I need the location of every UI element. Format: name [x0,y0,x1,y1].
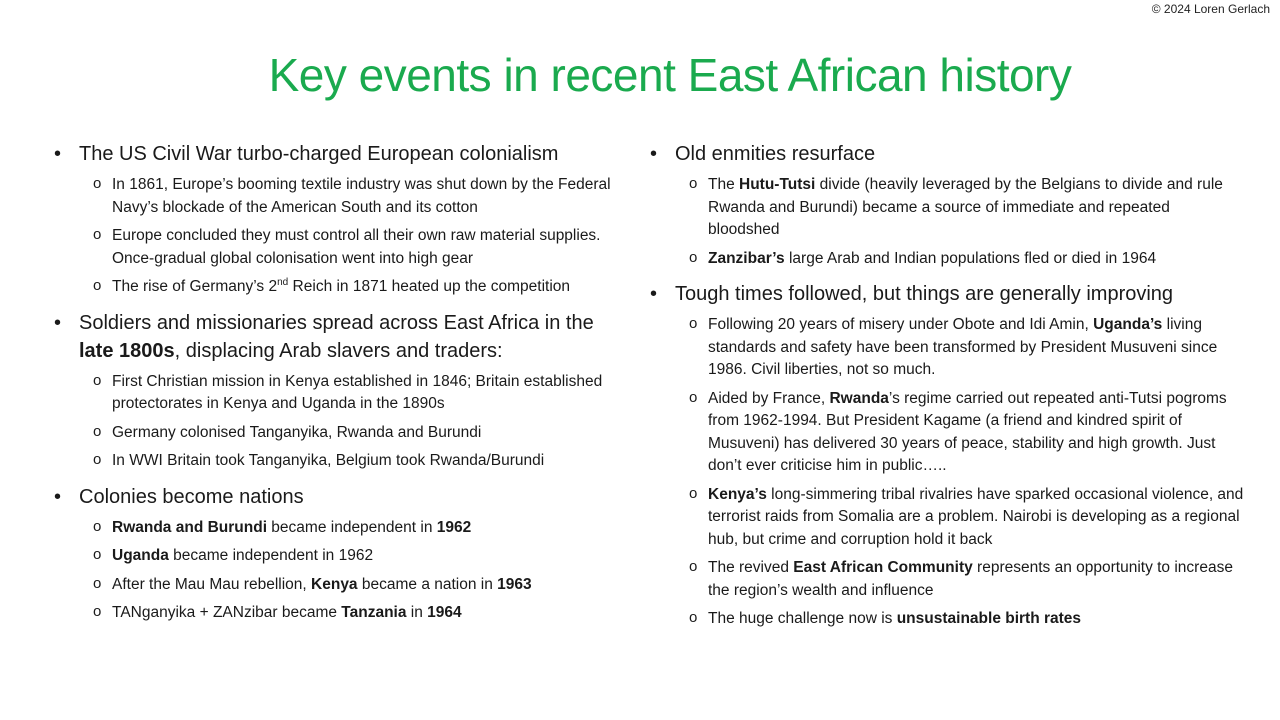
slide-title: Key events in recent East African history [268,49,1072,101]
bold-text: 1962 [436,518,472,536]
bullet-section [52,140,632,299]
text-run: , displacing Arab slavers and traders: [174,339,503,362]
text-run: became independent in 1962 [168,547,374,564]
sub-bullet-list [52,517,632,625]
bullet-heading [52,140,632,168]
sub-bullet-item [648,248,1248,271]
text-run: Reich in 1871 heated up the competition [288,278,571,295]
sub-bullet-list [648,314,1248,631]
text-run: represents an opportunity to increase the region’s wealth and influence [708,559,1233,599]
text-run: In WWI Britain took Tanganyika, Belgium took Rwanda/Burundi [112,452,545,469]
bold-text: Hutu-Tutsi [739,176,816,193]
text-run: Europe concluded they must control all their own raw material supplies. Once-gradual global colonisation went into high gear [112,227,601,267]
text-run: Aided by France, [708,389,830,407]
sub-bullet-item [648,608,1248,631]
text-run: became independent in [267,518,437,536]
bold-text: 1963 [497,575,532,593]
bold-text: late 1800s [79,339,175,362]
copyright-notice: © 2024 Loren Gerlach [1151,2,1270,16]
sub-bullet-item [648,484,1248,552]
sub-bullet-list [52,371,632,473]
text-run: In 1861, Europe’s booming textile industry was shut down by the Federal Navy’s blockade of the American South and its cotton [112,176,611,216]
bullet-section [52,483,632,625]
sub-bullet-item [648,388,1248,478]
sub-bullet-item [648,314,1248,382]
text-run: Germany colonised Tanganyika, Rwanda and Burundi [112,423,482,441]
text-run: Colonies become nations [79,485,304,508]
text-run: large Arab and Indian populations fled or died in 1964 [784,249,1157,267]
bold-text: Zanzibar’s [708,249,785,267]
bold-text: Kenya’s [708,485,767,503]
bullet-section [648,280,1248,631]
text-run: Old enmities resurface [675,143,876,165]
sub-bullet-item [52,174,632,219]
text-run: Soldiers and missionaries spread across East Africa in the [79,311,594,334]
text-run: TANganyika + ZANzibar became [112,604,342,621]
bold-text: Tanzania [341,604,407,621]
bold-text: Rwanda and Burundi [112,518,267,536]
superscript-text: nd [277,276,289,288]
sub-bullet-item [648,557,1248,602]
sub-bullet-item [52,517,632,540]
text-run: The huge challenge now is [708,610,897,627]
bullet-heading [52,309,632,365]
sub-bullet-item [52,371,632,416]
text-run: After the Mau Mau rebellion, [112,575,312,593]
text-run: First Christian mission in Kenya established in 1846; Britain established protectorates in Kenya and Uganda in the 1890s [112,372,603,412]
bold-text: Rwanda [829,389,889,407]
bold-text: East African Community [793,559,973,576]
text-run: The rise of Germany’s 2 [112,278,278,295]
bullet-heading [52,483,632,511]
bullet-heading [648,280,1248,308]
bold-text: Uganda [112,547,169,564]
text-run: ’s regime carried out repeated anti-Tutsi pogroms from 1962-1994. But President Kagame (a friend and kindred spirit of Musuveni) has delivered 30 years of peace, stability and high growth. Just don’t ever criticise him in public….. [708,389,1227,474]
sub-bullet-item [52,545,632,568]
text-run: became a nation in [357,575,498,593]
text-run: The US Civil War turbo-charged European colonialism [79,143,559,165]
bullet-section [52,309,632,473]
sub-bullet-item [648,174,1248,242]
left-column [52,140,632,635]
text-run: Following 20 years of misery under Obote and Idi Amin, [708,316,1094,333]
text-run: living standards and safety have been transformed by President Musuveni since 1986. Civil liberties, not so much. [708,316,1218,378]
sub-bullet-item [52,225,632,270]
bold-text: Kenya [311,575,358,593]
text-run: The [708,176,740,193]
bullet-section [648,140,1248,270]
text-run: long-simmering tribal rivalries have sparked occasional violence, and terrorist raids from Somalia are a problem. Nairobi is developing as a regional hub, but crime and corruption hold it back [708,485,1244,548]
sub-bullet-item [52,450,632,473]
bold-text: 1964 [427,604,462,621]
text-run: divide (heavily leveraged by the Belgians to divide and rule Rwanda and Burundi) became a source of immediate and repeated bloodshed [708,176,1223,238]
sub-bullet-list [648,174,1248,270]
sub-bullet-item [52,276,632,299]
text-run: Tough times followed, but things are generally improving [675,283,1174,305]
sub-bullet-list [52,174,632,299]
right-column [648,140,1248,641]
sub-bullet-item [52,574,632,597]
sub-bullet-item [52,602,632,625]
bold-text: unsustainable birth rates [896,610,1082,627]
bullet-heading [648,140,1248,168]
bold-text: Uganda’s [1093,316,1163,333]
text-run: The revived [708,559,794,576]
sub-bullet-item [52,422,632,445]
text-run: in [406,604,428,621]
